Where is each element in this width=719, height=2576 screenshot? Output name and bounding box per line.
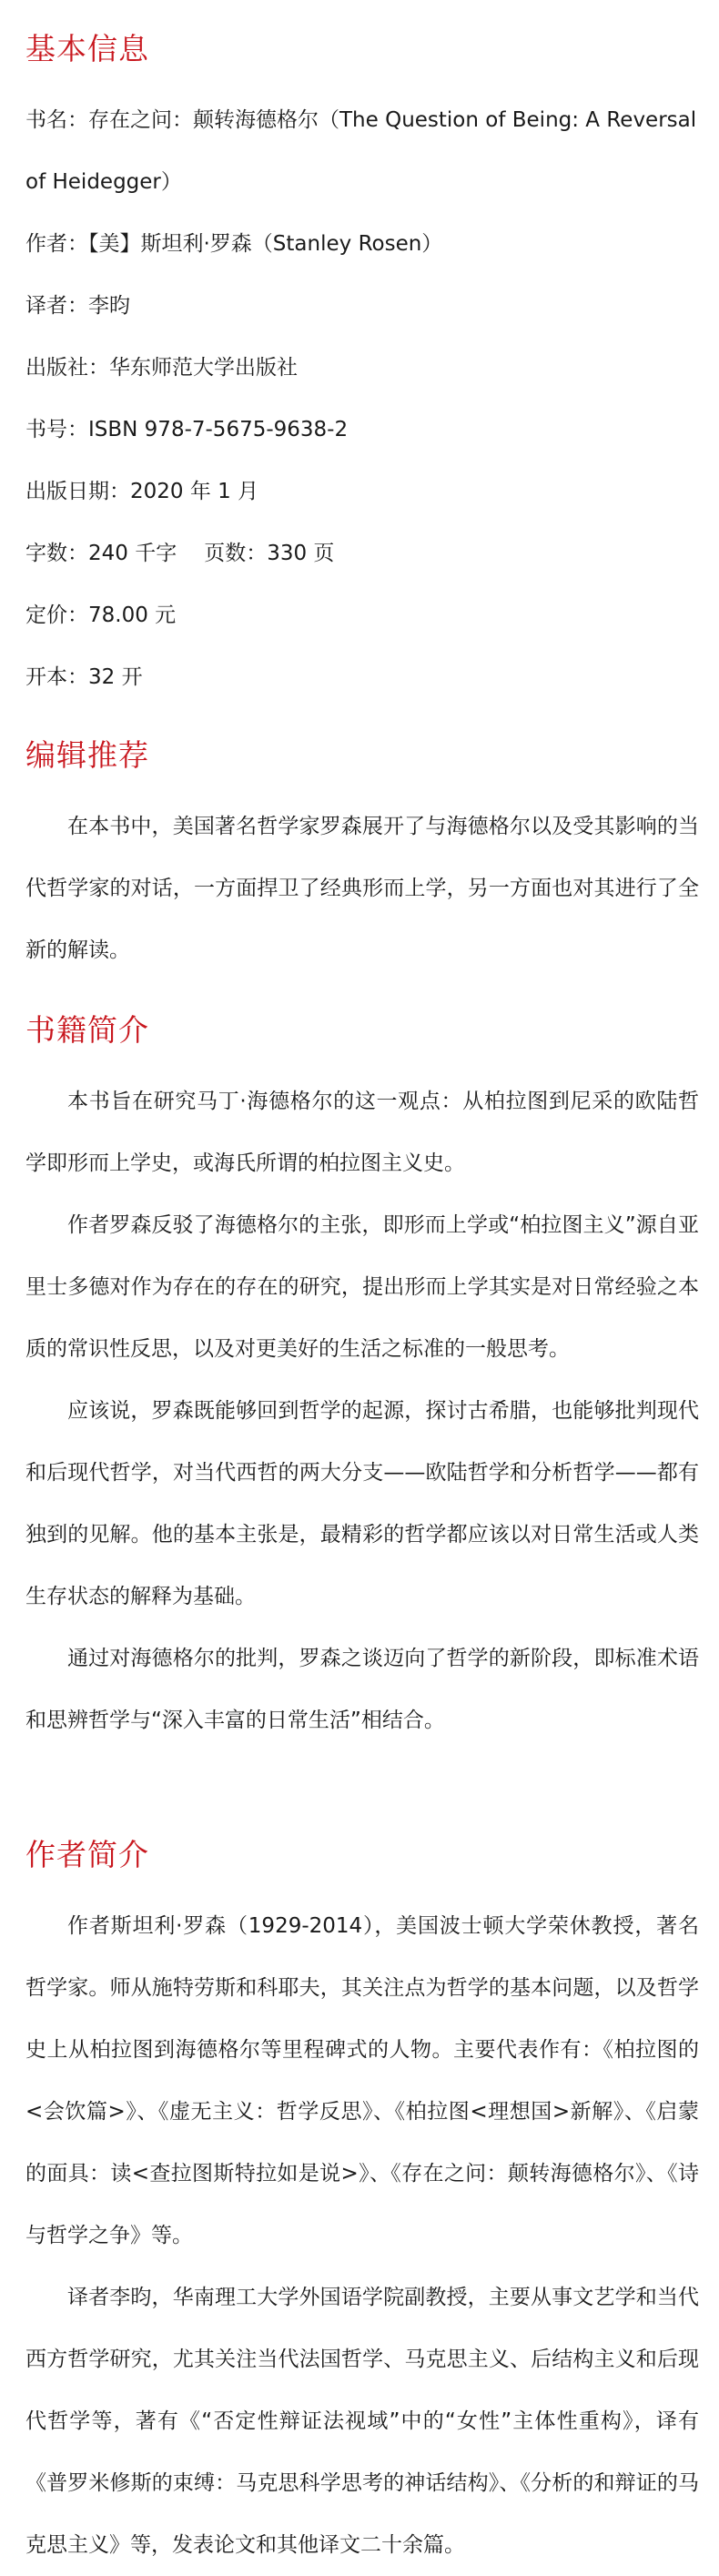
translator-paragraph: 译者李昀，华南理工大学外国语学院副教授，主要从事文艺学和当代西方哲学研究，尤其关注当代法国哲学、马克思主义、后结构主义和后现代哲学等，著有《“否定性辩证法视域”中的“女性”主体性重构》，译有《普罗米修斯的束缚：马克思科学思考的神话结构》、《分析的和辩证的马克思主义》等，发表论文和其他译文二十余篇。: [25, 2286, 699, 2557]
section-title-book-intro: 书籍简介: [25, 1012, 149, 1048]
isbn-line: 书号：ISBN 978-7-5675-9638-2: [25, 418, 349, 441]
pub-date-line: 出版日期：2020 年 1 月: [25, 480, 259, 503]
intro-paragraph: 本书旨在研究马丁·海德格尔的这一观点：从柏拉图到尼采的欧陆哲学即形而上学史，或海氏所谓的柏拉图主义史。: [25, 1090, 699, 1175]
section-title-basic-info: 基本信息: [25, 31, 149, 66]
counts-line: [25, 522, 699, 584]
editor-paragraph: 在本书中，美国著名哲学家罗森展开了与海德格尔以及受其影响的当代哲学家的对话，一方面捍卫了经典形而上学，另一方面也对其进行了全新的解读。: [25, 815, 699, 962]
translator-line: 译者：李昀: [25, 294, 130, 318]
intro-paragraph: 应该说，罗森既能够回到哲学的起源，探讨古希腊，也能够批判现代和后现代哲学，对当代西哲的两大分支——欧陆哲学和分析哲学——都有独到的见解。他的基本主张是，最精彩的哲学都应该以对日常生活或人类生存状态的解释为基础。: [25, 1399, 700, 1608]
document-page: [25, 27, 699, 2576]
intro-paragraph: 作者罗森反驳了海德格尔的主张，即形而上学或“柏拉图主义”源自亚里士多德对作为存在的存在的研究，提出形而上学其实是对日常经验之本质的常识性反思，以及对更美好的生活之标准的一般思考。: [25, 1213, 699, 1361]
author-line: 作者：【美】斯坦利·罗森（Stanley Rosen）: [25, 232, 443, 256]
price-line: 定价：78.00 元: [25, 603, 177, 627]
page-count: 页数：330 页: [204, 542, 335, 565]
section-title-editor-recommendation: 编辑推荐: [25, 737, 149, 773]
book-name: 书名：存在之问：颠转海德格尔（The Question of Being: A Reversal of Heidegger）: [25, 108, 697, 194]
intro-paragraph: 通过对海德格尔的批判，罗森之谈迈向了哲学的新阶段，即标准术语和思辨哲学与“深入丰富的日常生活”相结合。: [25, 1647, 699, 1732]
word-count: 字数：240 千字: [25, 542, 177, 565]
format-line: 开本：32 开: [25, 665, 143, 689]
section-title-author-intro: 作者简介: [25, 1837, 149, 1872]
author-paragraph: 作者斯坦利·罗森（1929-2014），美国波士顿大学荣休教授，著名哲学家。师从施特劳斯和科耶夫，其关注点为哲学的基本问题，以及哲学史上从柏拉图到海德格尔等里程碑式的人物。主要代表作有：《柏拉图的<会饮篇>》、《虚无主义：哲学反思》、《柏拉图<理想国>新解》、《启蒙的面具：读<查拉图斯特拉如是说>》、《存在之问：颠转海德格尔》、《诗与哲学之争》等。: [25, 1914, 699, 2247]
publisher-line: 出版社：华东师范大学出版社: [25, 356, 298, 380]
